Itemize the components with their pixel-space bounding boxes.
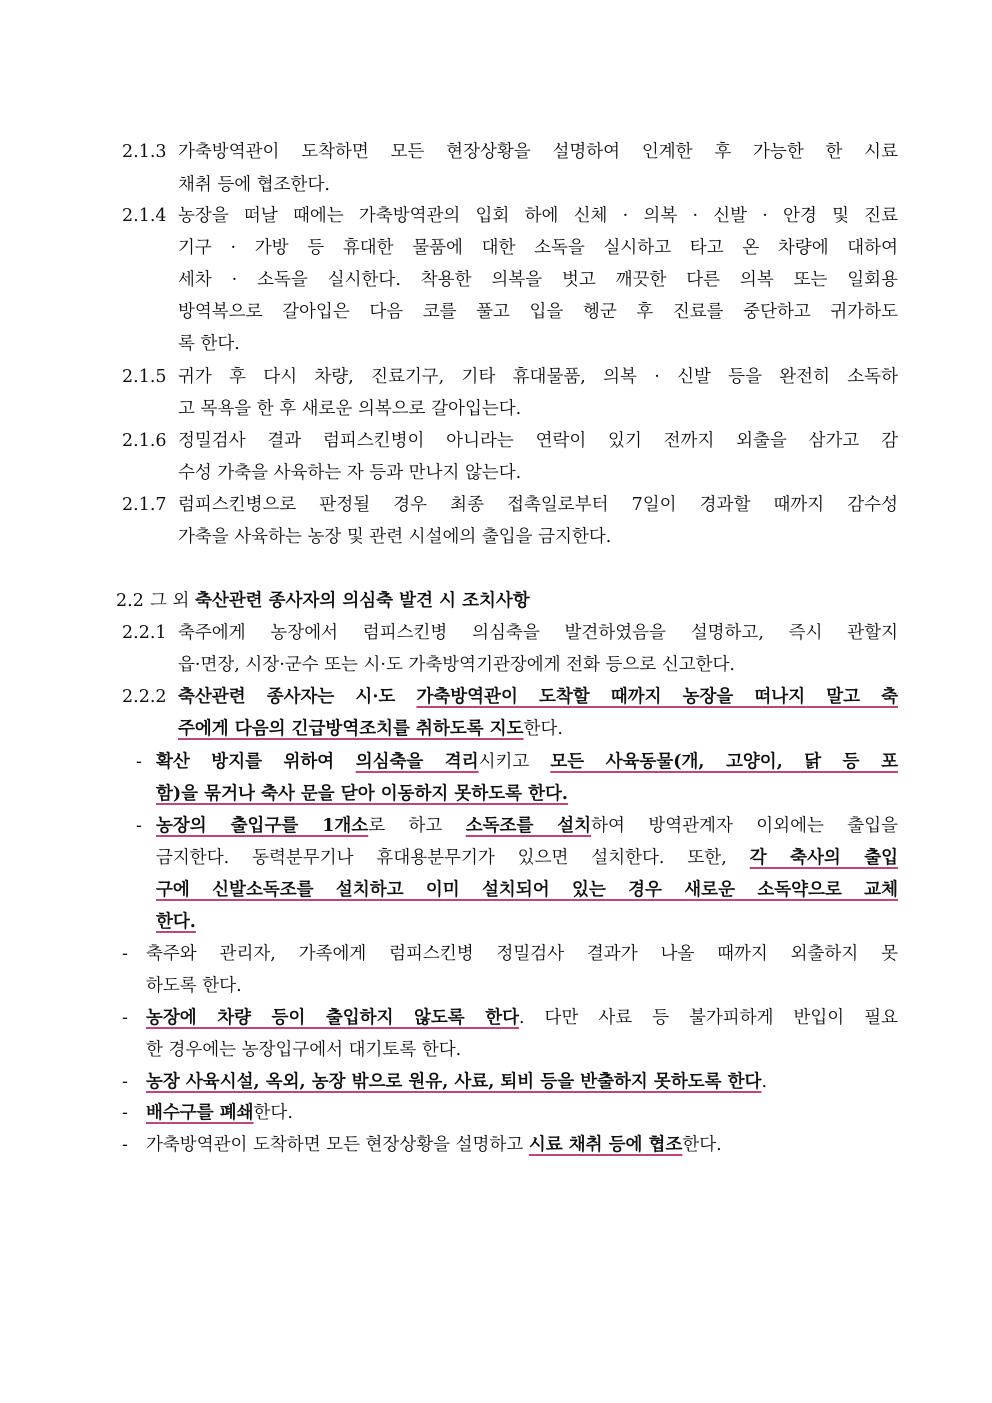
bullet-text: [156, 874, 898, 906]
paragraph-text: 채취 등에 협조한다.: [178, 175, 330, 195]
paragraph-text: 가축을 사육하는 농장 및 관련 시설에의 출입을 금지한다.: [178, 527, 612, 547]
underlined-bold-text: 함)을 묶거나 축사 문을 닫아 이동하지 못하도록 한다.: [156, 784, 569, 804]
bold-text: 축산관련 종사자는 시·도: [178, 687, 417, 707]
bullet-text: [156, 842, 898, 874]
section-2-2-heading: [0, 585, 992, 617]
bullet-6-line-1: [0, 1097, 992, 1129]
section-2-1-4-line-5: [0, 328, 992, 360]
bold-text: 확산 방지를 위하여: [156, 752, 356, 772]
bullet-4-line-1: [0, 1002, 992, 1034]
plain-text: .: [761, 1072, 768, 1092]
paragraph-text: [178, 681, 898, 713]
bullet-3-line-1: [0, 938, 992, 970]
paragraph-text: 세차 · 소독을 실시한다. 착용한 의복을 벗고 깨끗한 다른 의복 또는 일회용: [178, 270, 898, 290]
section-2-1-4-line-3: [0, 264, 992, 296]
paragraph-text: 가축방역관이 도착하면 모든 현장상황을 설명하여 인계한 후 가능한 한 시료: [178, 142, 898, 162]
bullet-text: 축주와 관리자, 가족에게 럼피스킨병 정밀검사 결과가 나올 때까지 외출하지 못: [146, 944, 898, 964]
section-2-1-4-line-4: [0, 296, 992, 328]
section-2-1-6-line-2: [0, 457, 992, 489]
bullet-2-line-3: [0, 874, 992, 906]
bullet-2-line-4: [0, 906, 992, 938]
bullet-text: [146, 1066, 898, 1098]
section-2-1-6-line-1: [0, 425, 992, 457]
underlined-bold-text: 주에게 다음의 긴급방역조치를 취하도록 지도: [178, 719, 524, 739]
bullet-2-line-1: [0, 810, 992, 842]
bullet-dash: -: [122, 1008, 128, 1028]
paragraph-text: 수성 가축을 사육하는 자 등과 만나지 않는다.: [178, 463, 522, 483]
section-number: 2.2.1: [122, 623, 167, 643]
section-2-2-1-line-2: [0, 649, 992, 681]
bullet-text: [146, 1129, 898, 1161]
plain-text: 금지한다. 동력분무기나 휴대용분무기가 있으면 설치한다. 또한,: [156, 848, 750, 868]
underlined-bold-text: 가축방역관이 도착할 때까지 농장을 떠나지 말고 축: [416, 687, 899, 707]
section-number: 2.1.5: [122, 367, 167, 387]
bullet-text: 한 경우에는 농장입구에서 대기토록 한다.: [146, 1040, 462, 1060]
heading-prefix: 그 외: [150, 591, 195, 611]
bullet-text: [146, 1002, 898, 1034]
section-2-1-5-line-2: [0, 393, 992, 425]
section-2-1-3-line-1: [0, 136, 992, 168]
underlined-bold-text: 농장에 차량 등이 출입하지 않도록 한다: [146, 1008, 520, 1028]
section-2-2-2-line-2: [0, 713, 992, 745]
bullet-dash: -: [122, 944, 128, 964]
section-2-2-2-line-1: [0, 681, 992, 713]
underlined-bold-text: 농장 사육시설, 옥외, 농장 밖으로 원유, 사료, 퇴비 등을 반출하지 못하도록 한다: [146, 1072, 762, 1092]
bullet-text: [156, 810, 898, 842]
bullet-dash: -: [122, 1072, 128, 1092]
paragraph-text: 읍·면장, 시장·군수 또는 시·도 가축방역기관장에게 전화 등으로 신고한다.: [178, 655, 735, 675]
plain-text: . 다만 사료 등 불가피하게 반입이 필요: [519, 1008, 899, 1028]
bullet-4-line-2: [0, 1034, 992, 1066]
bullet-2-line-2: [0, 842, 992, 874]
paragraph-text: [178, 713, 898, 745]
bullet-text: [156, 906, 898, 938]
section-2-1-5-line-1: [0, 361, 992, 393]
paragraph-text: 록 한다.: [178, 334, 240, 354]
paragraph-text: 정밀검사 결과 럼피스킨병이 아니라는 연락이 있기 전까지 외출을 삼가고 감: [178, 431, 898, 451]
bullet-7-line-1: [0, 1129, 992, 1161]
section-number: 2.1.4: [122, 206, 167, 226]
plain-text: 가축방역관이 도착하면 모든 현장상황을 설명하고: [146, 1135, 529, 1155]
underlined-bold-text: 배수구를 폐쇄: [146, 1103, 254, 1123]
section-2-1-7-line-2: [0, 521, 992, 553]
paragraph-text: 기구 · 가방 등 휴대한 물품에 대한 소독을 실시하고 타고 온 차량에 대하여: [178, 238, 898, 258]
bullet-dash: -: [136, 816, 142, 836]
section-2-1-7-line-1: [0, 489, 992, 521]
plain-text: 한다.: [523, 719, 563, 739]
section-2-1-3-line-2: [0, 169, 992, 201]
underlined-bold-text: 구에 신발소독조를 설치하고 이미 설치되어 있는 경우 새로운 소독약으로 교체: [156, 880, 898, 900]
section-2-1-4-line-1: [0, 200, 992, 232]
bullet-5-line-1: [0, 1066, 992, 1098]
paragraph-text: 방역복으로 갈아입은 다음 코를 풀고 입을 헹군 후 진료를 중단하고 귀가하도: [178, 302, 898, 322]
paragraph-text: 귀가 후 다시 차량, 진료기구, 기타 휴대물품, 의복 · 신발 등을 완전히 소독하: [178, 367, 898, 387]
section-number: 2.2.2: [122, 687, 167, 707]
plain-text: 한다.: [682, 1135, 722, 1155]
underlined-bold-text: 시료 채취 등에 협조: [528, 1135, 683, 1155]
underlined-bold-text: 농장의 출입구를 1개소: [156, 816, 369, 836]
bullet-3-line-2: [0, 970, 992, 1002]
section-2-2-1-line-1: [0, 617, 992, 649]
bullet-1-line-2: [0, 778, 992, 810]
underlined-bold-text: 한다.: [156, 912, 196, 932]
underlined-bold-text: 소독조를 설치: [465, 816, 592, 836]
bullet-text: 하도록 한다.: [146, 976, 242, 996]
plain-text: 로 하고: [368, 816, 466, 836]
plain-text: 시키고: [478, 752, 551, 772]
bullet-text: [156, 746, 898, 778]
heading-text: [150, 585, 898, 617]
bullet-1-line-1: [0, 746, 992, 778]
bullet-text: [156, 778, 898, 810]
bullet-text: [146, 1097, 898, 1129]
bullet-dash: -: [122, 1135, 128, 1155]
section-number: 2.1.3: [122, 142, 167, 162]
paragraph-text: 럼피스킨병으로 판정될 경우 최종 접촉일로부터 7일이 경과할 때까지 감수성: [178, 495, 898, 515]
bullet-dash: -: [136, 752, 142, 772]
section-number: 2.1.6: [122, 431, 167, 451]
heading-bold: 축산관련 종사자의 의심축 발견 시 조치사항: [194, 591, 530, 611]
paragraph-text: 농장을 떠날 때에는 가축방역관의 입회 하에 신체 · 의복 · 신발 · 안경 및 진료: [178, 206, 898, 226]
plain-text: 한다.: [253, 1103, 293, 1123]
underlined-bold-text: 각 축사의 출입: [749, 848, 898, 868]
underlined-bold-text: 의심축을 격리: [355, 752, 479, 772]
bullet-dash: -: [122, 1103, 128, 1123]
underlined-bold-text: 모든 사육동물(개, 고양이, 닭 등 포: [550, 752, 898, 772]
section-number: 2.2: [116, 591, 144, 611]
section-number: 2.1.7: [122, 495, 167, 515]
paragraph-text: 축주에게 농장에서 럼피스킨병 의심축을 발견하였음을 설명하고, 즉시 관할지: [178, 623, 898, 643]
section-2-1-4-line-2: [0, 232, 992, 264]
plain-text: 하여 방역관계자 이외에는 출입을: [591, 816, 898, 836]
paragraph-text: 고 목욕을 한 후 새로운 의복으로 갈아입는다.: [178, 399, 522, 419]
